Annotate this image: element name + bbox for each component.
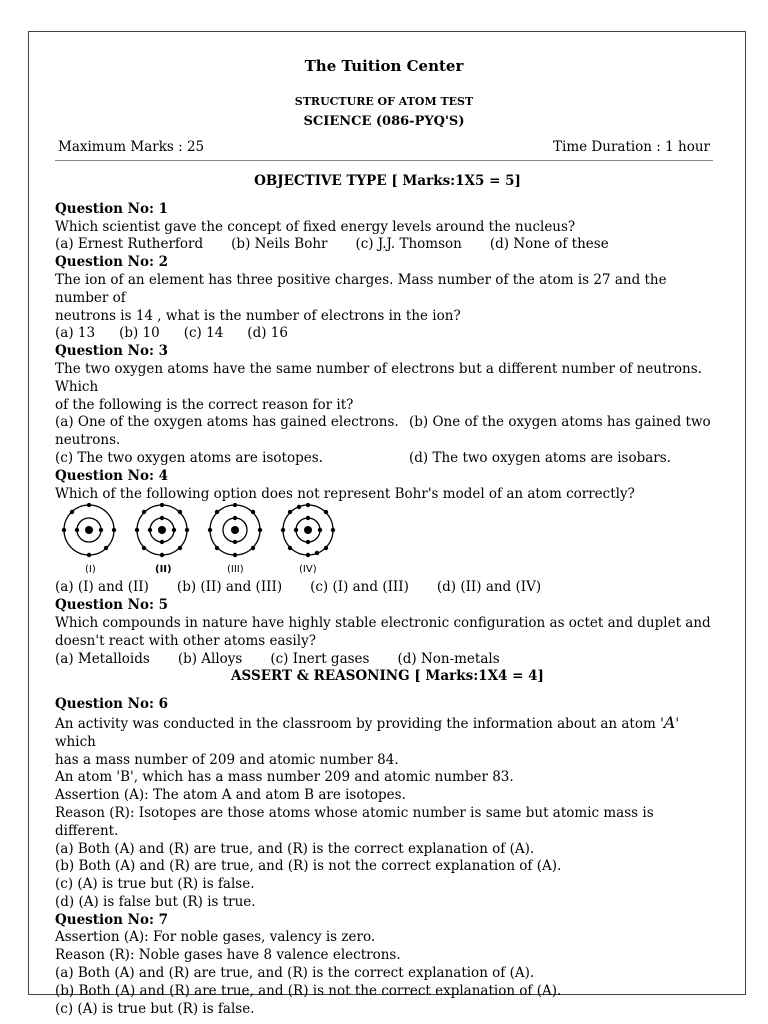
question-7-head: Question No: 7 bbox=[55, 911, 169, 928]
question-6-text-line1 bbox=[55, 714, 720, 752]
q1-option-d: (d) None of these bbox=[489, 236, 609, 253]
assert-section-title: ASSERT & REASONING [ Marks:1X4 = 4] bbox=[231, 668, 544, 685]
q6-text-post: ' which bbox=[55, 715, 680, 750]
question-5-text-line2: doesn't react with other atoms easily? bbox=[55, 632, 316, 649]
atom-model-iv bbox=[281, 503, 335, 557]
test-subtitle: STRUCTURE OF ATOM TEST bbox=[294, 95, 474, 108]
bohr-model-figures bbox=[55, 503, 720, 579]
q3-option-b: (b) One of the oxygen atoms has gained two bbox=[409, 414, 711, 431]
q2-option-c: (c) 14 bbox=[183, 325, 224, 342]
question-6-text-line3: An atom 'B', which has a mass number 209 and atomic number 83. bbox=[55, 769, 514, 786]
figure-label-iii: (III) bbox=[227, 564, 244, 576]
bohr-model-diagram bbox=[55, 503, 355, 579]
q6-option-c: (c) (A) is true but (R) is false. bbox=[55, 876, 255, 893]
question-3-text-line2: of the following is the correct reason for it? bbox=[55, 396, 354, 413]
q6-text-pre: An activity was conducted in the classroom by providing the information about an atom ' bbox=[55, 715, 664, 732]
q3-option-c: (c) The two oxygen atoms are isotopes. bbox=[55, 449, 323, 466]
header-divider bbox=[55, 160, 713, 161]
page-title: The Tuition Center bbox=[304, 57, 464, 75]
q6-atom-symbol: A bbox=[663, 712, 676, 732]
q3-option-a: (a) One of the oxygen atoms has gained electrons. bbox=[55, 414, 399, 431]
question-3-options-row1 bbox=[55, 414, 720, 432]
max-marks: Maximum Marks : 25 bbox=[58, 139, 205, 155]
q6-reason: Reason (R): Isotopes are those atoms whose atomic number is same but atomic mass is different. bbox=[55, 804, 654, 839]
question-4-options bbox=[55, 579, 720, 597]
q7-option-c: (c) (A) is true but (R) is false. bbox=[55, 1000, 255, 1017]
q1-option-a: (a) Ernest Rutherford bbox=[55, 236, 204, 253]
q7-reason: Reason (R): Noble gases have 8 valence electrons. bbox=[55, 947, 401, 964]
atom-model-iii bbox=[208, 503, 262, 557]
objective-section-title: OBJECTIVE TYPE [ Marks:1X5 = 5] bbox=[254, 173, 521, 189]
question-2-text-line2: neutrons is 14 , what is the number of electrons in the ion? bbox=[55, 307, 461, 324]
question-2-text-line1: The ion of an element has three positive charges. Mass number of the atom is 27 and the number of bbox=[55, 271, 667, 306]
question-5-options bbox=[55, 651, 720, 669]
q4-option-d: (d) (II) and (IV) bbox=[436, 579, 542, 596]
q5-option-b: (b) Alloys bbox=[177, 650, 243, 667]
q3-option-d: (d) The two oxygen atoms are isobars. bbox=[409, 449, 671, 466]
q6-assertion: Assertion (A): The atom A and atom B are isotopes. bbox=[55, 787, 406, 804]
q3-option-b-cont: neutrons. bbox=[55, 432, 121, 449]
figure-label-i: (I) bbox=[85, 564, 96, 576]
subject-title: SCIENCE (086-PYQ'S) bbox=[303, 114, 465, 129]
question-6-text-line2: has a mass number of 209 and atomic number 84. bbox=[55, 751, 399, 768]
question-4-head: Question No: 4 bbox=[55, 467, 169, 484]
q6-option-d: (d) (A) is false but (R) is true. bbox=[55, 893, 256, 910]
figure-label-ii: (II) bbox=[155, 564, 172, 576]
question-2-options bbox=[55, 325, 720, 343]
question-4-text: Which of the following option does not represent Bohr's model of an atom correctly? bbox=[55, 485, 635, 502]
question-3-options-row2 bbox=[55, 450, 720, 468]
q7-option-b: (b) Both (A) and (R) are true, and (R) is not the correct explanation of (A). bbox=[55, 982, 562, 999]
question-6-head: Question No: 6 bbox=[55, 696, 169, 713]
question-paper bbox=[55, 173, 720, 1018]
question-3-text-line1: The two oxygen atoms have the same number of electrons but a different number of neutrons. Which bbox=[55, 360, 702, 395]
question-2-head: Question No: 2 bbox=[55, 254, 169, 271]
q7-assertion: Assertion (A): For noble gases, valency is zero. bbox=[55, 929, 376, 946]
q6-option-b: (b) Both (A) and (R) are true, and (R) is not the correct explanation of (A). bbox=[55, 858, 562, 875]
marks-row bbox=[58, 139, 710, 155]
q4-option-b: (b) (II) and (III) bbox=[176, 579, 283, 596]
q2-option-d: (d) 16 bbox=[247, 325, 288, 342]
q1-option-b: (b) Neils Bohr bbox=[231, 236, 328, 253]
figure-label-iv: (IV) bbox=[299, 564, 317, 576]
time-duration: Time Duration : 1 hour bbox=[553, 139, 710, 155]
atom-model-i bbox=[62, 503, 116, 557]
question-3-head: Question No: 3 bbox=[55, 343, 169, 360]
q1-option-c: (c) J.J. Thomson bbox=[355, 236, 462, 253]
question-1-text: Which scientist gave the concept of fixed energy levels around the nucleus? bbox=[55, 218, 576, 235]
q6-option-a: (a) Both (A) and (R) are true, and (R) is the correct explanation of (A). bbox=[55, 840, 535, 857]
question-5-text-line1: Which compounds in nature have highly stable electronic configuration as octet and duplet and bbox=[55, 614, 711, 631]
q2-option-b: (b) 10 bbox=[119, 325, 160, 342]
q4-option-c: (c) (I) and (III) bbox=[310, 579, 409, 596]
atom-model-ii bbox=[135, 503, 189, 557]
q4-option-a: (a) (I) and (II) bbox=[55, 579, 149, 596]
question-5-head: Question No: 5 bbox=[55, 597, 169, 614]
q5-option-d: (d) Non-metals bbox=[397, 650, 500, 667]
q5-option-a: (a) Metalloids bbox=[55, 650, 150, 667]
q7-option-a: (a) Both (A) and (R) are true, and (R) is the correct explanation of (A). bbox=[55, 965, 535, 982]
q5-option-c: (c) Inert gases bbox=[270, 650, 370, 667]
question-1-options bbox=[55, 236, 720, 254]
q2-option-a: (a) 13 bbox=[55, 325, 96, 342]
question-1-head: Question No: 1 bbox=[55, 200, 169, 217]
